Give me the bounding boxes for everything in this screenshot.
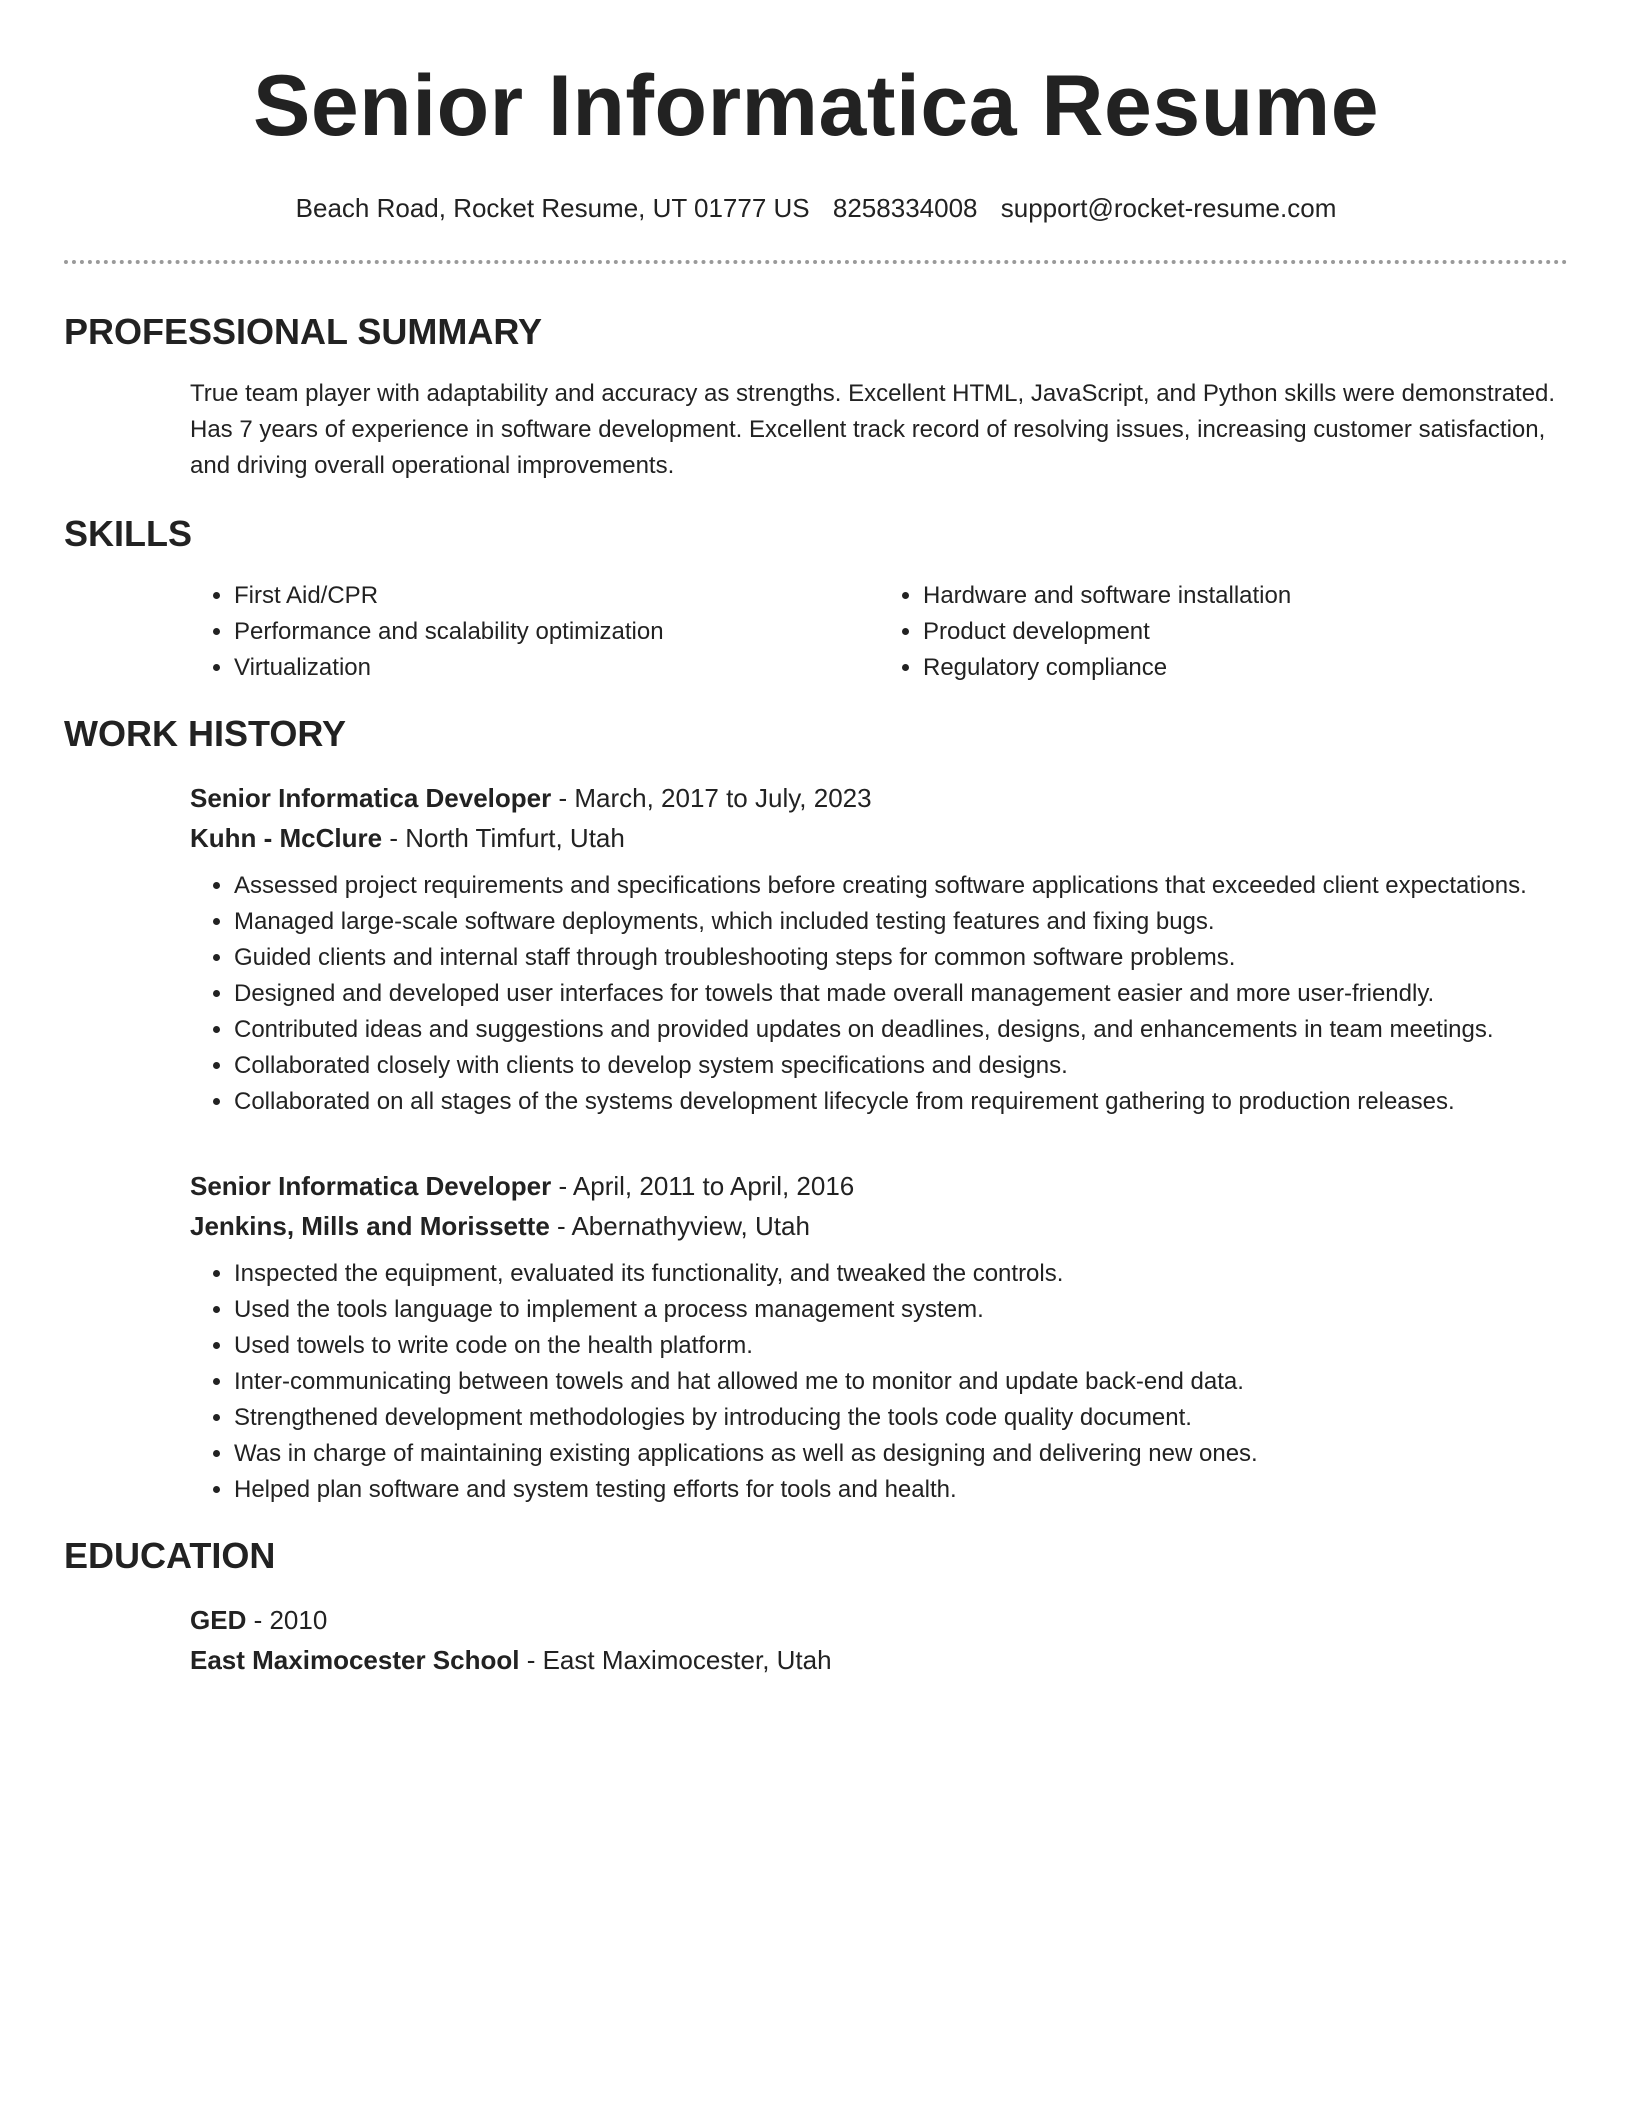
- job-role-line: [190, 778, 1568, 818]
- resume-title: Senior Informatica Resume: [252, 58, 1380, 154]
- education-section: [64, 1534, 1568, 1680]
- header-divider: [64, 260, 1568, 264]
- job-company-line: [190, 818, 1568, 858]
- job-role-line: [190, 1166, 1568, 1206]
- education-entry: [190, 1600, 1568, 1680]
- summary-text: True team player with adaptability and accuracy as strengths. Excellent HTML, JavaScript, and Python skills were demonstrated. Has 7 years of experience in software development. Excellent track record of resolving issues, increasing customer satisfaction, and driving overall operational improvements.: [190, 380, 1556, 479]
- job-bullet: • Inspected the equipment, evaluated its functionality, and tweaked the controls.: [234, 1256, 1568, 1292]
- job-bullet: • Inter-communicating between towels and hat allowed me to monitor and update back-end data.: [234, 1364, 1568, 1400]
- job-bullets: [190, 1256, 1568, 1508]
- job-bullet: • Helped plan software and system testing efforts for tools and health.: [234, 1472, 1568, 1508]
- job-bullet: • Guided clients and internal staff through troubleshooting steps for common software problems.: [234, 940, 1568, 976]
- skills-heading: SKILLS: [64, 513, 193, 554]
- job-location: - North Timfurt, Utah: [382, 823, 625, 853]
- job-entry: [190, 1166, 1568, 1508]
- job-bullet: • Assessed project requirements and specifications before creating software applications that exceeded client expectations.: [234, 868, 1568, 904]
- contact-address: Beach Road, Rocket Resume, UT 01777 US: [295, 193, 810, 223]
- job-bullet: • Collaborated closely with clients to develop system specifications and designs.: [234, 1048, 1568, 1084]
- contact-phone: 8258334008: [832, 193, 978, 223]
- job-bullet: • Managed large-scale software deployments, which included testing features and fixing bugs.: [234, 904, 1568, 940]
- education-year: - 2010: [246, 1605, 328, 1635]
- summary-section: [64, 310, 1568, 484]
- job-company: Kuhn - McClure: [190, 823, 383, 853]
- education-degree: GED: [190, 1605, 247, 1635]
- education-school-line: [190, 1640, 1568, 1680]
- skill-item: • Product development: [923, 614, 1568, 650]
- skill-item: • Regulatory compliance: [923, 650, 1568, 686]
- contact-email: support@rocket-resume.com: [1000, 193, 1337, 223]
- skills-column-right: [879, 578, 1568, 686]
- education-location: - East Maximocester, Utah: [519, 1645, 832, 1675]
- summary-heading: PROFESSIONAL SUMMARY: [64, 311, 543, 352]
- contact-line: [64, 192, 1568, 224]
- job-entry: [190, 778, 1568, 1120]
- skills-column-left: [190, 578, 879, 686]
- job-bullet: • Used towels to write code on the health platform.: [234, 1328, 1568, 1364]
- education-degree-line: [190, 1600, 1568, 1640]
- job-dates: - March, 2017 to July, 2023: [551, 783, 872, 813]
- job-dates: - April, 2011 to April, 2016: [551, 1171, 855, 1201]
- job-bullet: • Designed and developed user interfaces for towels that made overall management easier and more user-friendly.: [234, 976, 1568, 1012]
- skill-item: • Virtualization: [234, 650, 879, 686]
- work-history-section: [64, 712, 1568, 1508]
- job-bullet: • Collaborated on all stages of the systems development lifecycle from requirement gathering to production releases.: [234, 1084, 1568, 1120]
- education-school: East Maximocester School: [190, 1645, 520, 1675]
- job-bullets: [190, 868, 1568, 1120]
- job-company: Jenkins, Mills and Morissette: [190, 1211, 550, 1241]
- skill-item: • First Aid/CPR: [234, 578, 879, 614]
- skill-item: • Hardware and software installation: [923, 578, 1568, 614]
- work-history-heading: WORK HISTORY: [64, 713, 347, 754]
- job-role: Senior Informatica Developer: [190, 783, 552, 813]
- job-role: Senior Informatica Developer: [190, 1171, 552, 1201]
- resume-header: [64, 0, 1568, 264]
- job-bullet: • Was in charge of maintaining existing applications as well as designing and delivering new ones.: [234, 1436, 1568, 1472]
- job-bullet: • Contributed ideas and suggestions and provided updates on deadlines, designs, and enhancements in team meetings.: [234, 1012, 1568, 1048]
- skills-section: [64, 512, 1568, 686]
- skill-item: • Performance and scalability optimization: [234, 614, 879, 650]
- job-location: - Abernathyview, Utah: [549, 1211, 810, 1241]
- job-bullet: • Strengthened development methodologies by introducing the tools code quality document.: [234, 1400, 1568, 1436]
- job-bullet: • Used the tools language to implement a process management system.: [234, 1292, 1568, 1328]
- job-company-line: [190, 1206, 1568, 1246]
- skills-grid: [190, 578, 1568, 686]
- education-heading: EDUCATION: [64, 1535, 276, 1576]
